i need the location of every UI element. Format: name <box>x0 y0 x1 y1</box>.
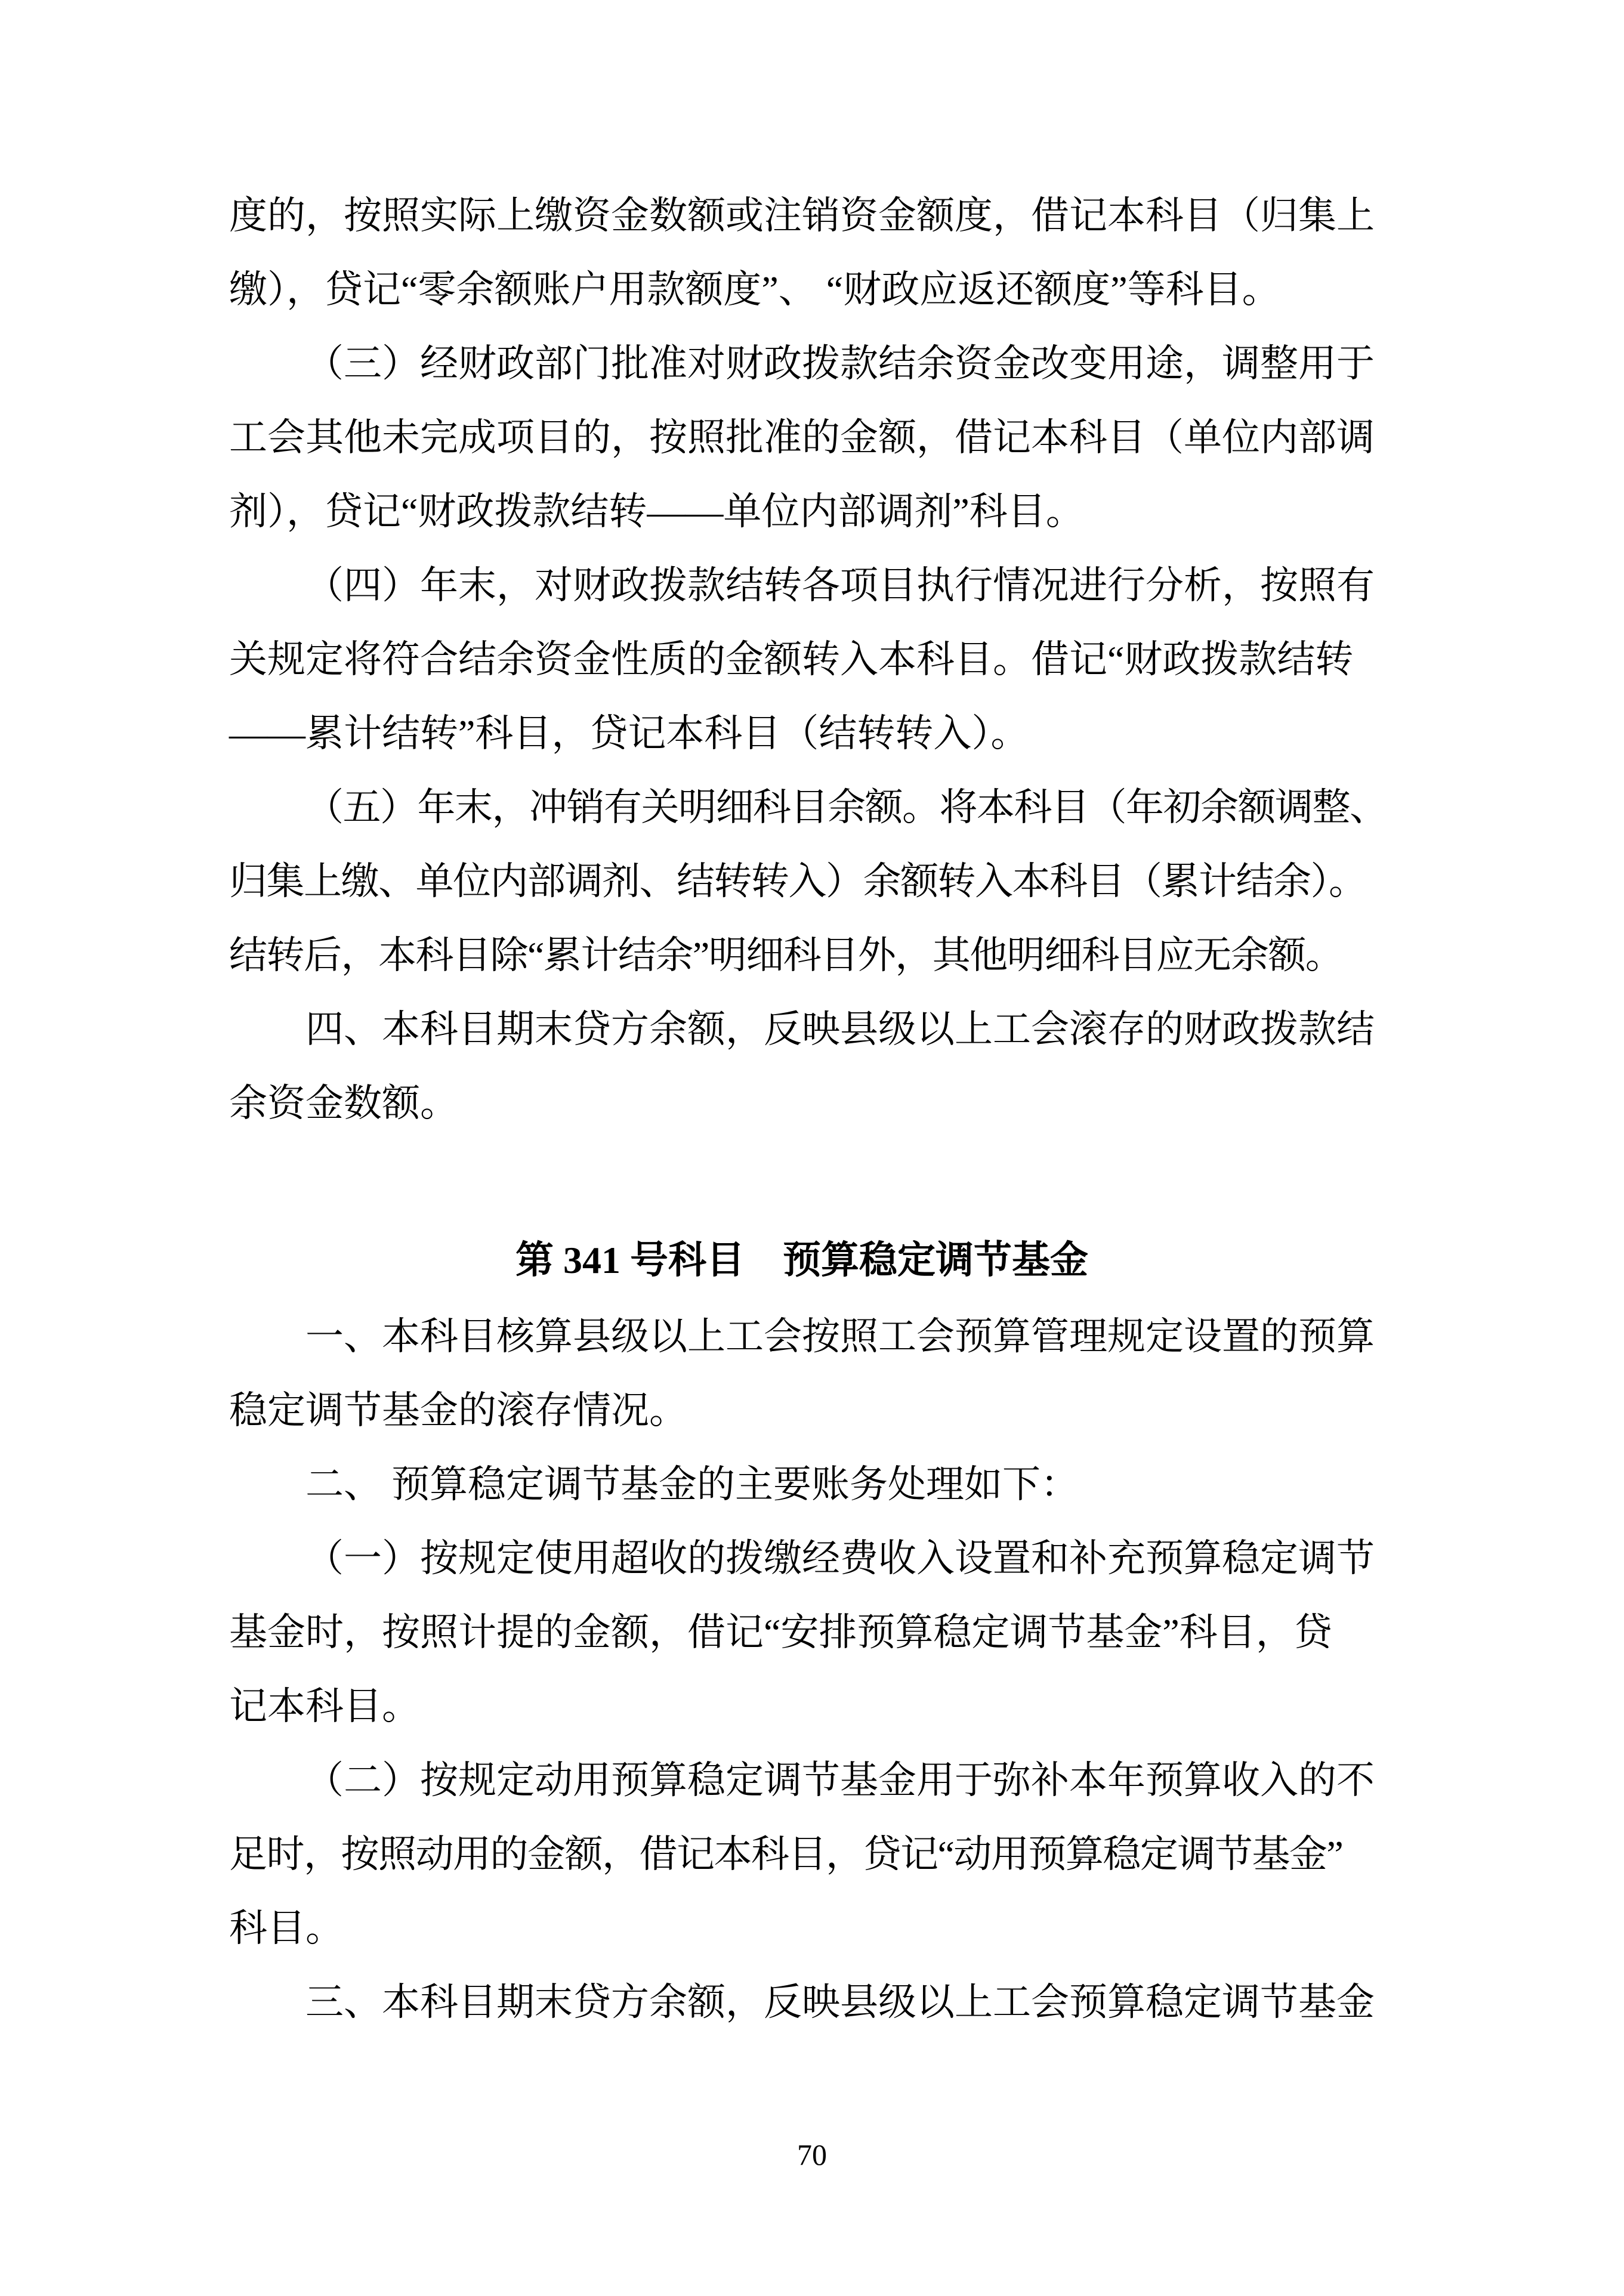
text-line: （四）年末，对财政拨款结转各项目执行情况进行分析，按照有 <box>305 564 1375 607</box>
text-line: 度的，按照实际上缴资金数额或注销资金额度，借记本科目（归集上 <box>229 194 1375 237</box>
text-line: （二）按规定动用预算稳定调节基金用于弥补本年预算收入的不 <box>305 1759 1375 1801</box>
text-line: 科目。 <box>229 1907 344 1949</box>
text-line: 归集上缴、单位内部调剂、结转转入）余额转入本科目（累计结余）。 <box>229 860 1366 903</box>
text-line: 余资金数额。 <box>229 1082 458 1124</box>
text-line: 关规定将符合结余资金性质的金额转入本科目。借记“财政拨款结转 <box>229 638 1354 681</box>
text-line: 剂），贷记“财政拨款结转——单位内部调剂”科目。 <box>229 490 1084 533</box>
text-line: 工会其他未完成项目的，按照批准的金额，借记本科目（单位内部调 <box>229 416 1375 459</box>
page-number: 70 <box>797 2138 827 2171</box>
text-line: （三）经财政部门批准对财政拨款结余资金改变用途，调整用于 <box>305 342 1375 385</box>
text-line: 缴），贷记“零余额账户用款额度”、 “财政应返还额度”等科目。 <box>229 268 1280 311</box>
text-line: 基金时，按照计提的金额，借记“安排预算稳定调节基金”科目，贷 <box>229 1611 1332 1654</box>
text-line: 结转后，本科目除“累计结余”明细科目外，其他明细科目应无余额。 <box>229 934 1343 977</box>
text-line: 一、本科目核算县级以上工会按照工会预算管理规定设置的预算 <box>305 1315 1375 1358</box>
text-line: 记本科目。 <box>229 1685 420 1728</box>
text-line: ——累计结转”科目，贷记本科目（结转转入）。 <box>229 712 1029 755</box>
text-line: 四、本科目期末贷方余额，反映县级以上工会滚存的财政拨款结 <box>305 1008 1375 1050</box>
text-line: 稳定调节基金的滚存情况。 <box>229 1389 687 1432</box>
section-heading: 第 341 号科目 预算稳定调节基金 <box>515 1239 1088 1281</box>
text-line: 二、 预算稳定调节基金的主要账务处理如下： <box>305 1463 1079 1506</box>
text-line: 三、本科目期末贷方余额，反映县级以上工会预算稳定调节基金 <box>305 1981 1375 2023</box>
text-block <box>229 179 1387 2039</box>
text-line: 足时，按照动用的金额，借记本科目，贷记“动用预算稳定调节基金” <box>229 1833 1343 1875</box>
text-line: （一）按规定使用超收的拨缴经费收入设置和补充预算稳定调节 <box>305 1537 1375 1580</box>
text-line: （五）年末，冲销有关明细科目余额。将本科目（年初余额调整、 <box>305 786 1387 829</box>
